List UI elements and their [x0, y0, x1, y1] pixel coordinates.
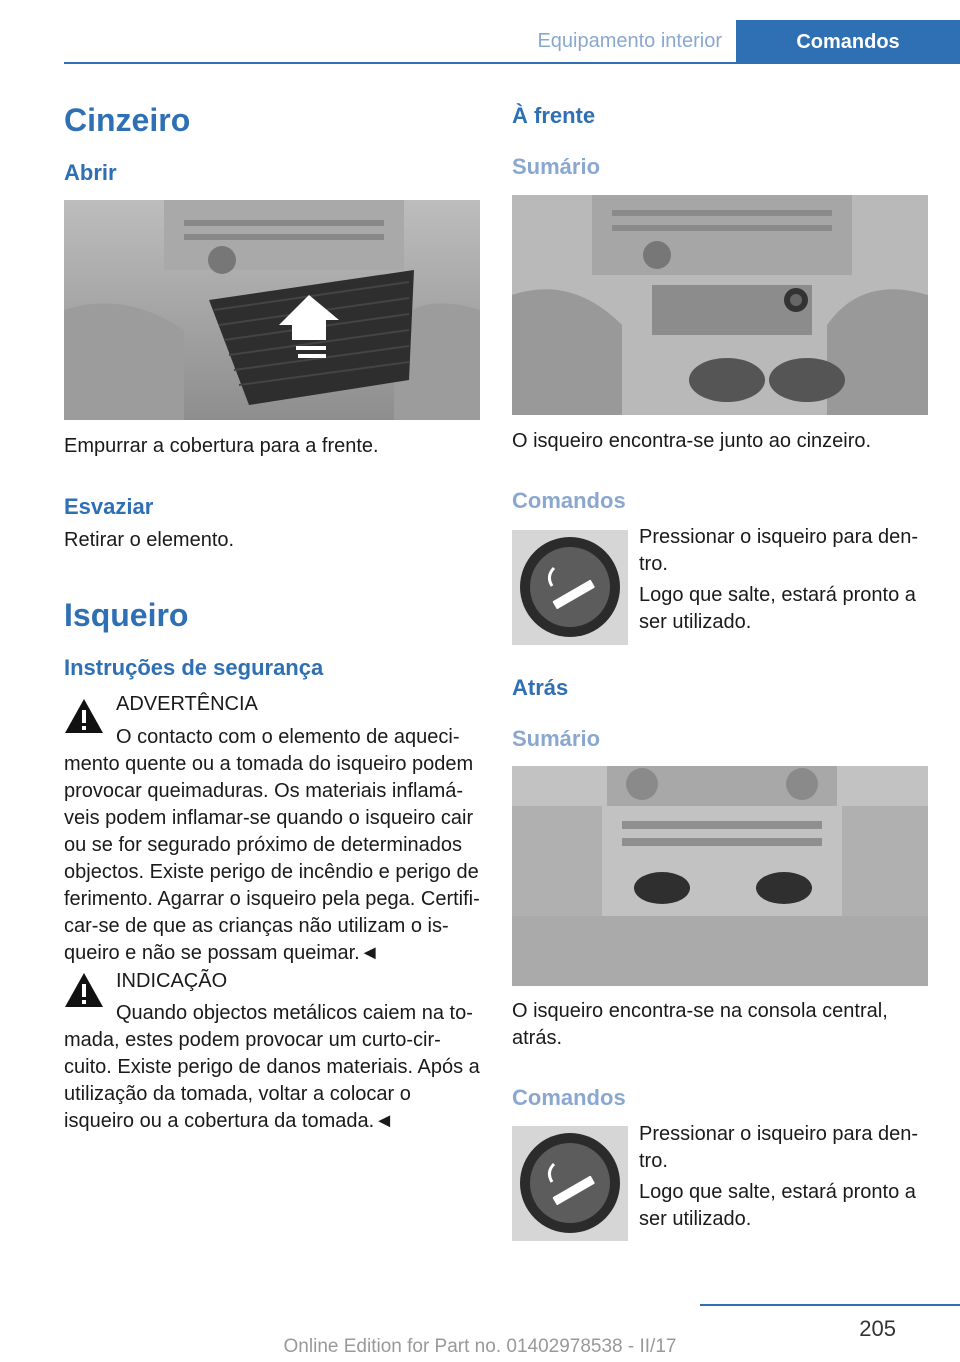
sumario-front-title: Sumário: [512, 154, 601, 179]
esvaziar-text: Retirar o elemento.: [64, 529, 235, 551]
header-section: Equipamento interior: [537, 30, 722, 52]
sumario-front-caption: O isqueiro encontra-se junto ao cinzeiro.: [512, 430, 872, 452]
atras-title: Atrás: [512, 675, 569, 700]
rear-console-photo: [512, 766, 928, 986]
frente-title: À frente: [512, 103, 596, 128]
warning-label: ADVERTÊNCIA: [116, 693, 258, 715]
abrir-caption: Empurrar a cobertura para a frente.: [64, 435, 379, 457]
sumario-rear-caption: O isqueiro encontra-se na consola central, atrás.: [512, 1000, 888, 1049]
comandos-rear-p2: Logo que salte, estará pronto a ser utilizado.: [639, 1181, 916, 1230]
comandos-rear-title: Comandos: [512, 1085, 626, 1110]
footer-rule: [700, 1304, 960, 1306]
footer-edition: Online Edition for Part no. 01402978538 - II/17: [283, 1336, 677, 1357]
cigarette-lighter-rear-icon: [512, 1126, 628, 1241]
comandos-front-p2: Logo que salte, estará pronto a ser utilizado.: [639, 584, 916, 633]
esvaziar-title: Esvaziar: [64, 494, 154, 519]
comandos-rear-p1: Pressionar o isqueiro para dentro.: [639, 1123, 919, 1172]
header-tab: Comandos: [736, 20, 960, 64]
front-console-photo: [512, 195, 928, 415]
notice-label: INDICAÇÃO: [116, 970, 228, 992]
page-number: 205: [859, 1316, 896, 1341]
safety-title: Instruções de segurança: [64, 655, 324, 680]
sumario-rear-title: Sumário: [512, 726, 601, 751]
warning-text: O contacto com o elemento de aquecimento quente ou a tomada do isqueiro podem provocar queimaduras. Os materiais inflamáveis podem inflamar-se quando o isqueiro cair ou se for segurado próximo de determinados objectos. Existe perigo de incêndio e perigo de ferimento. Agarrar o isqueiro pela pega. Certificar-se de que as crianças não utilizam o isqueiro e não se possam queimar.◄: [64, 726, 480, 964]
abrir-title: Abrir: [64, 160, 117, 185]
cinzeiro-title: Cinzeiro: [64, 102, 191, 138]
notice-text: Quando objectos metálicos caiem na tomada, estes podem provocar um curto-circuito. Existe perigo de danos materiais. Após a utilização da tomada, voltar a colocar o isqueiro ou a cobertura da tomada.◄: [64, 1002, 480, 1132]
isqueiro-title: Isqueiro: [64, 597, 189, 633]
comandos-front-p1: Pressionar o isqueiro para dentro.: [639, 526, 919, 575]
ashtray-photo: [64, 200, 480, 420]
comandos-front-title: Comandos: [512, 488, 626, 513]
cigarette-lighter-icon: [512, 530, 628, 645]
